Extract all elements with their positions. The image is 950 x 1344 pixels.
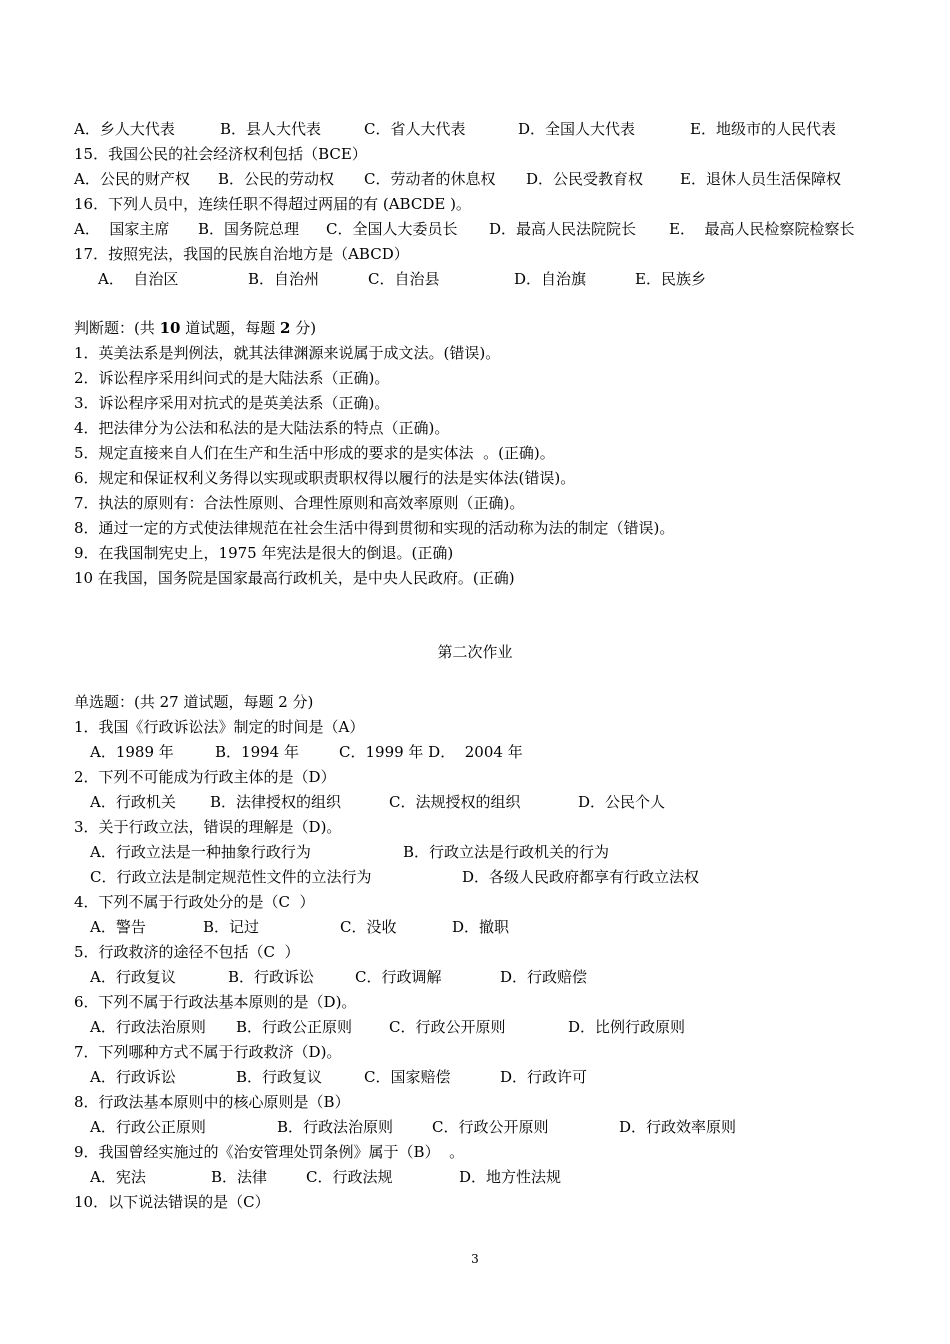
q14-option-c: C．省人大代表 bbox=[364, 120, 466, 138]
single-q5-option-c: C．行政调解 bbox=[355, 968, 442, 986]
judge-item-10: 10 在我国，国务院是国家最高行政机关，是中央人民政府。(正确) bbox=[74, 569, 515, 587]
single-q9-option-b: B．法律 bbox=[211, 1168, 268, 1186]
single-q4-option-d: D．撤职 bbox=[452, 918, 510, 936]
single-q1-option-a: A．1989 年 bbox=[90, 743, 174, 761]
judge-item-3: 3．诉讼程序采用对抗式的是英美法系（正确)。 bbox=[74, 394, 390, 412]
single-q2-stem: 2．下列不可能成为行政主体的是（D） bbox=[74, 768, 336, 786]
q17-stem: 17．按照宪法，我国的民族自治地方是（ABCD） bbox=[74, 245, 409, 263]
single-q4-option-b: B．记过 bbox=[203, 918, 260, 936]
single-q5-option-a: A．行政复议 bbox=[90, 968, 176, 986]
single-q4-option-a: A．警告 bbox=[90, 918, 146, 936]
q17-option-c: C．自治县 bbox=[368, 270, 440, 288]
single-q9-option-a: A．宪法 bbox=[90, 1168, 146, 1186]
single-q6-option-d: D．比例行政原则 bbox=[568, 1018, 686, 1036]
judge-item-7: 7．执法的原则有：合法性原则、合理性原则和高效率原则（正确)。 bbox=[74, 494, 525, 512]
single-q10-stem: 10．以下说法错误的是（C） bbox=[74, 1193, 270, 1211]
single-q3-option-c: C．行政立法是制定规范性文件的立法行为 bbox=[90, 868, 372, 886]
single-q8-option-d: D．行政效率原则 bbox=[619, 1118, 737, 1136]
single-q3-option-a: A．行政立法是一种抽象行政行为 bbox=[90, 843, 311, 861]
single-q8-option-a: A．行政公正原则 bbox=[90, 1118, 206, 1136]
single-q8-option-c: C．行政公开原则 bbox=[432, 1118, 549, 1136]
q16-option-c: C．全国人大委员长 bbox=[326, 220, 458, 238]
single-q7-option-c: C．国家赔偿 bbox=[364, 1068, 451, 1086]
section-title: 第二次作业 bbox=[437, 643, 513, 661]
q14-option-e: E．地级市的人民代表 bbox=[690, 120, 836, 138]
q15-option-c: C．劳动者的休息权 bbox=[364, 170, 496, 188]
q16-option-e: E． 最高人民检察院检察长 bbox=[669, 220, 855, 238]
single-q8-stem: 8．行政法基本原则中的核心原则是（B） bbox=[74, 1093, 350, 1111]
judge-item-8: 8．通过一定的方式使法律规范在社会生活中得到贯彻和实现的活动称为法的制定（错误)。 bbox=[74, 519, 675, 537]
single-q7-option-b: B．行政复议 bbox=[236, 1068, 323, 1086]
q16-option-d: D．最高人民法院院长 bbox=[489, 220, 637, 238]
single-q1-stem: 1．我国《行政诉讼法》制定的时间是（A） bbox=[74, 718, 365, 736]
q15-stem: 15．我国公民的社会经济权利包括（BCE） bbox=[74, 145, 367, 163]
judge-item-9: 9．在我国制宪史上，1975 年宪法是很大的倒退。(正确) bbox=[74, 544, 454, 562]
judge-item-6: 6．规定和保证权利义务得以实现或职责职权得以履行的法是实体法(错误)。 bbox=[74, 469, 576, 487]
q15-option-a: A．公民的财产权 bbox=[74, 170, 190, 188]
single-q9-stem: 9．我国曾经实施过的《治安管理处罚条例》属于（B） 。 bbox=[74, 1143, 465, 1161]
single-q1-option-b: B．1994 年 bbox=[215, 743, 299, 761]
single-q7-option-a: A．行政诉讼 bbox=[90, 1068, 176, 1086]
single-header: 单选题：(共 27 道试题，每题 2 分) bbox=[74, 693, 314, 711]
q17-option-e: E．民族乡 bbox=[635, 270, 706, 288]
q14-option-a: A．乡人大代表 bbox=[74, 120, 175, 138]
single-q3-option-b: B．行政立法是行政机关的行为 bbox=[403, 843, 610, 861]
single-q6-stem: 6．下列不属于行政法基本原则的是（D)。 bbox=[74, 993, 357, 1011]
judge-header: 判断题：(共 10 道试题，每题 2 分) bbox=[74, 319, 317, 337]
single-q6-option-c: C．行政公开原则 bbox=[389, 1018, 506, 1036]
single-q1-option-c: C．1999 年 D． 2004 年 bbox=[339, 743, 523, 761]
single-q2-option-d: D．公民个人 bbox=[578, 793, 666, 811]
single-q3-option-d: D．各级人民政府都享有行政立法权 bbox=[462, 868, 700, 886]
page-number: 3 bbox=[471, 1252, 479, 1266]
judge-item-5: 5．规定直接来自人们在生产和生活中形成的要求的是实体法 。(正确)。 bbox=[74, 444, 555, 462]
single-q8-option-b: B．行政法治原则 bbox=[277, 1118, 394, 1136]
q17-option-d: D．自治旗 bbox=[514, 270, 587, 288]
q16-option-a: A． 国家主席 bbox=[74, 220, 170, 238]
single-q6-option-b: B．行政公正原则 bbox=[236, 1018, 353, 1036]
single-q5-option-b: B．行政诉讼 bbox=[228, 968, 315, 986]
single-q2-option-a: A．行政机关 bbox=[90, 793, 176, 811]
single-q4-option-c: C．没收 bbox=[340, 918, 397, 936]
single-q5-option-d: D．行政赔偿 bbox=[500, 968, 588, 986]
q15-option-e: E．退休人员生活保障权 bbox=[680, 170, 841, 188]
q15-option-d: D．公民受教育权 bbox=[526, 170, 644, 188]
q14-option-b: B．县人大代表 bbox=[220, 120, 322, 138]
q17-option-b: B．自治州 bbox=[248, 270, 320, 288]
single-q2-option-b: B．法律授权的组织 bbox=[210, 793, 342, 811]
single-q7-option-d: D．行政许可 bbox=[500, 1068, 588, 1086]
single-q6-option-a: A．行政法治原则 bbox=[90, 1018, 206, 1036]
q15-option-b: B．公民的劳动权 bbox=[218, 170, 335, 188]
single-q4-stem: 4．下列不属于行政处分的是（C ） bbox=[74, 893, 315, 911]
q16-option-b: B．国务院总理 bbox=[198, 220, 300, 238]
single-q9-option-c: C．行政法规 bbox=[306, 1168, 393, 1186]
single-q9-option-d: D．地方性法规 bbox=[459, 1168, 562, 1186]
judge-item-2: 2．诉讼程序采用纠问式的是大陆法系（正确)。 bbox=[74, 369, 390, 387]
single-q5-stem: 5．行政救济的途径不包括（C ） bbox=[74, 943, 300, 961]
judge-item-4: 4．把法律分为公法和私法的是大陆法系的特点（正确)。 bbox=[74, 419, 450, 437]
q16-stem: 16．下列人员中，连续任职不得超过两届的有 (ABCDE )。 bbox=[74, 195, 471, 213]
single-q7-stem: 7．下列哪种方式不属于行政救济（D)。 bbox=[74, 1043, 342, 1061]
judge-item-1: 1．英美法系是判例法，就其法律渊源来说属于成文法。(错误)。 bbox=[74, 344, 501, 362]
q14-option-d: D．全国人大代表 bbox=[518, 120, 636, 138]
q17-option-a: A． 自治区 bbox=[98, 270, 179, 288]
single-q2-option-c: C．法规授权的组织 bbox=[389, 793, 521, 811]
single-q3-stem: 3．关于行政立法，错误的理解是（D)。 bbox=[74, 818, 342, 836]
